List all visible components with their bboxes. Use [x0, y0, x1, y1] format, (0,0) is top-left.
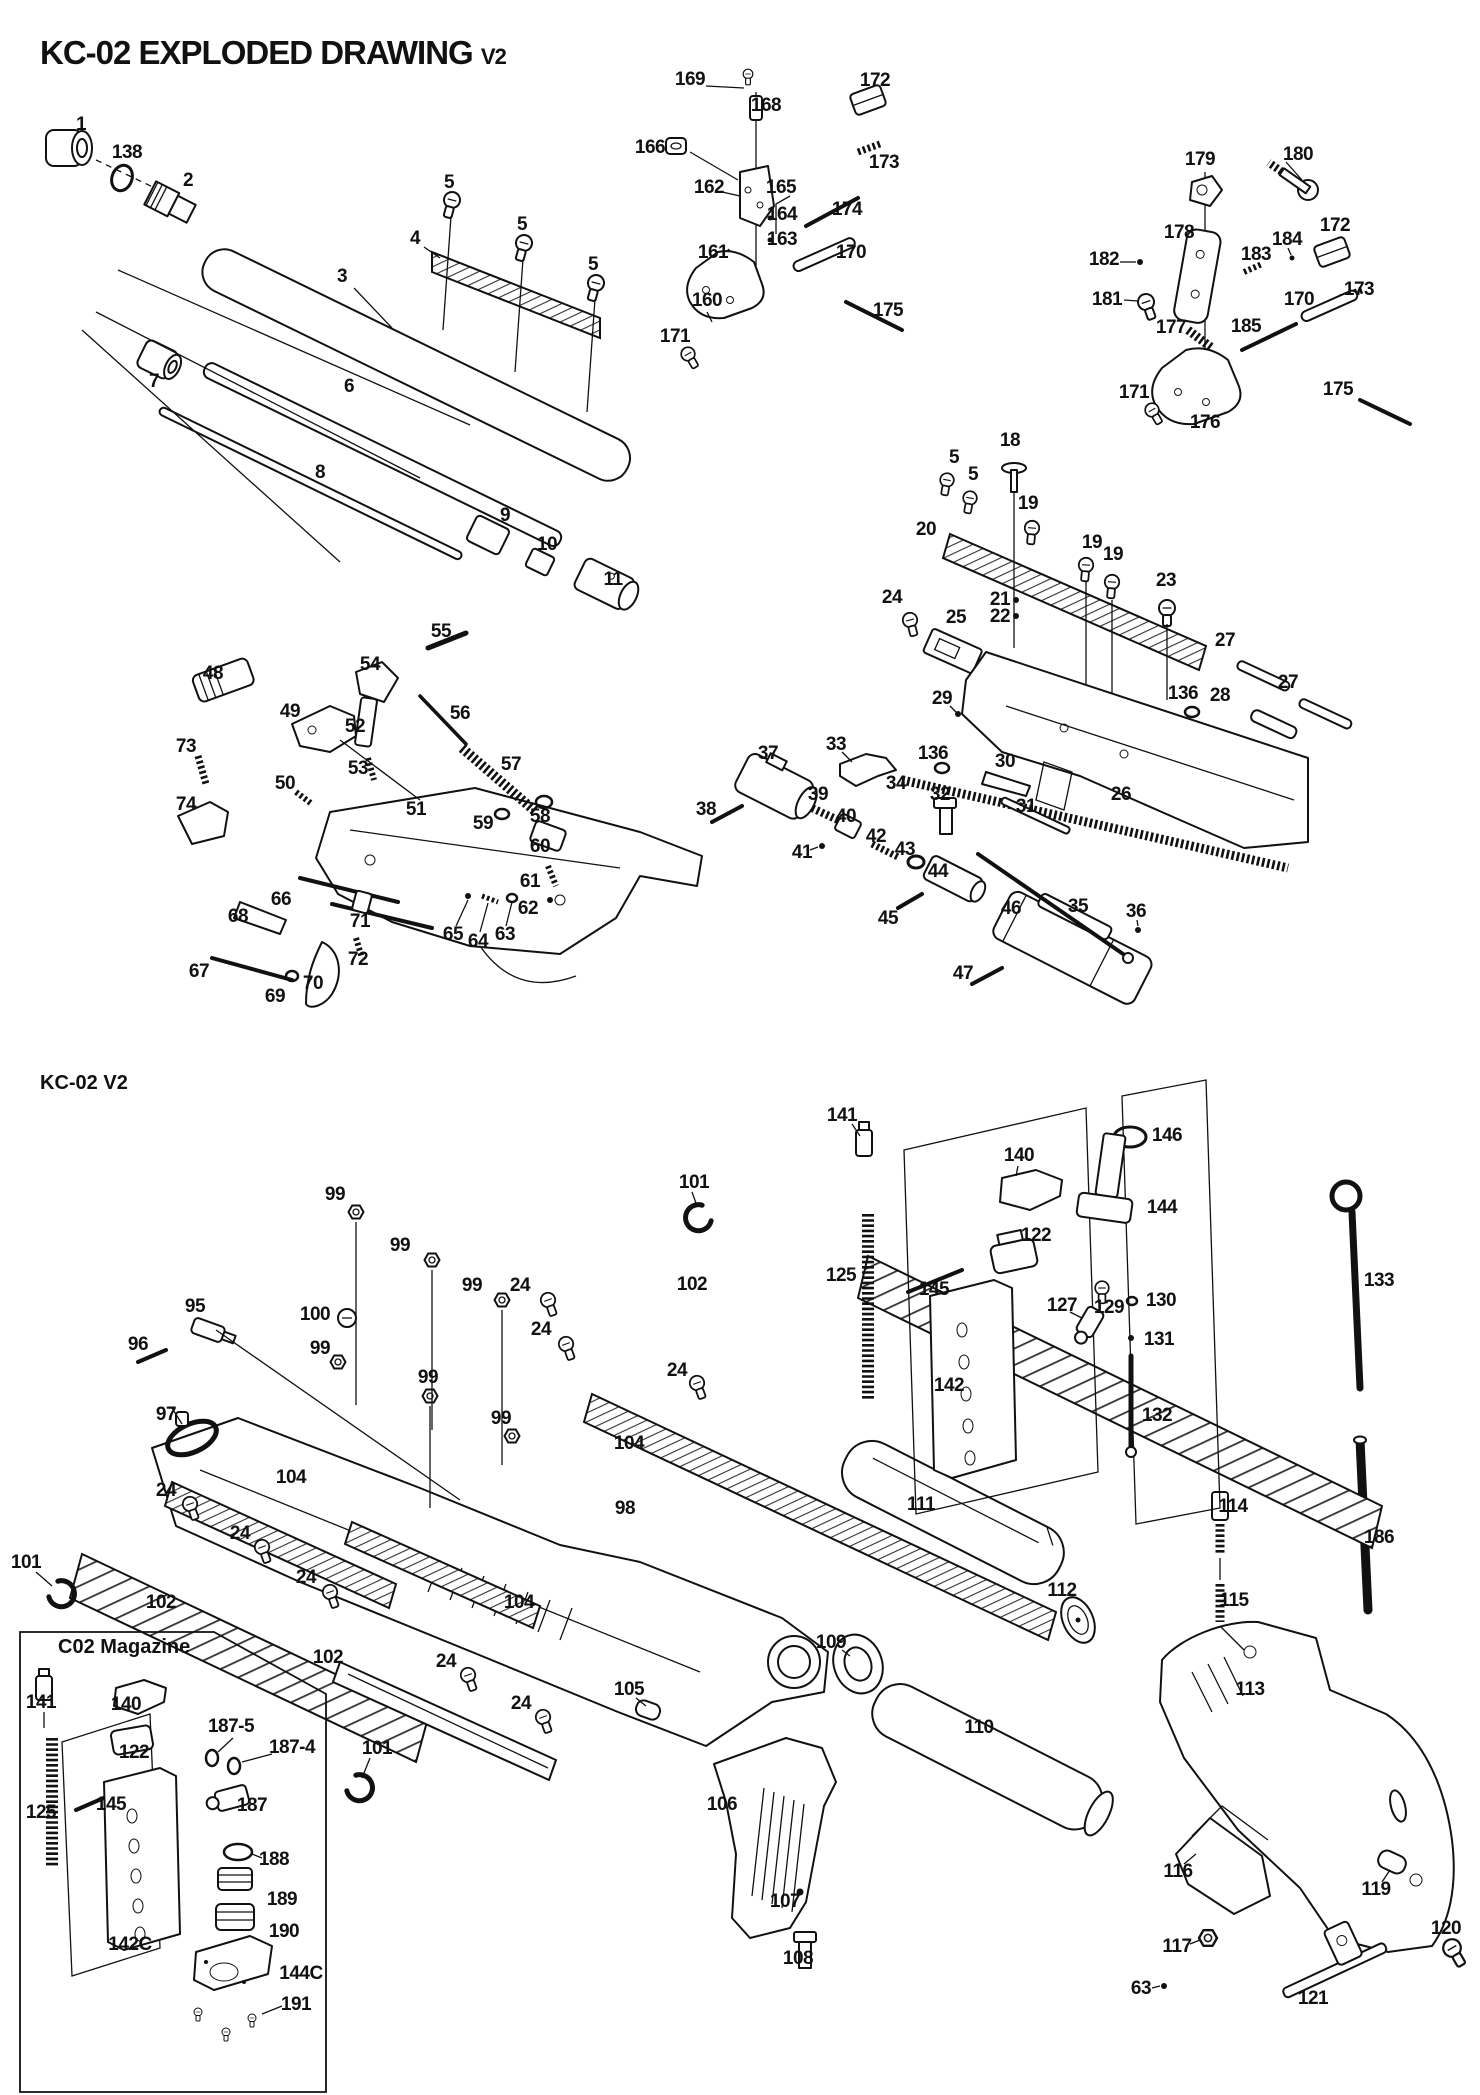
part-label-69: 69	[264, 986, 286, 1007]
part-label-9: 9	[499, 505, 511, 526]
part-label-111: 111	[906, 1494, 936, 1515]
part-label-46: 46	[1000, 898, 1022, 919]
part-label-63: 63	[494, 924, 516, 945]
part-label-36: 36	[1125, 901, 1147, 922]
part-label-48: 48	[202, 663, 224, 684]
part-label-142: 142	[933, 1375, 965, 1396]
part-label-102: 102	[145, 1592, 177, 1613]
part-label-175: 175	[872, 300, 904, 321]
part-label-65: 65	[442, 924, 464, 945]
front-sight-drawing	[666, 69, 902, 370]
part-label-54: 54	[359, 654, 381, 675]
part-label-41: 41	[791, 842, 813, 863]
part-label-21: 21	[989, 589, 1011, 610]
part-label-24: 24	[510, 1693, 532, 1714]
part-label-164: 164	[766, 204, 798, 225]
part-label-120: 120	[1430, 1918, 1462, 1939]
part-label-170: 170	[835, 242, 867, 263]
part-label-100: 100	[299, 1304, 331, 1325]
part-label-4: 4	[409, 228, 421, 249]
part-label-182: 182	[1088, 249, 1120, 270]
part-label-110: 110	[964, 1717, 994, 1738]
part-label-20: 20	[915, 519, 937, 540]
part-label-127: 127	[1046, 1295, 1078, 1316]
part-label-28: 28	[1209, 685, 1231, 706]
part-label-119: 119	[1361, 1879, 1391, 1900]
part-label-112: 112	[1047, 1580, 1077, 1601]
part-label-23: 23	[1155, 570, 1177, 591]
part-label-99: 99	[309, 1338, 331, 1359]
part-label-166: 166	[634, 137, 666, 158]
part-label-104: 104	[275, 1467, 307, 1488]
part-label-98: 98	[614, 1498, 636, 1519]
part-label-62: 62	[517, 898, 539, 919]
part-label-99: 99	[324, 1184, 346, 1205]
part-label-74: 74	[175, 794, 197, 815]
part-label-161: 161	[697, 242, 729, 263]
part-label-24: 24	[295, 1567, 317, 1588]
part-label-140: 140	[1003, 1145, 1035, 1166]
part-label-39: 39	[807, 784, 829, 805]
page-title-main: KC-02 EXPLODED DRAWING	[40, 34, 473, 71]
part-label-116: 116	[1163, 1861, 1193, 1882]
part-label-125: 125	[825, 1265, 857, 1286]
part-label-19: 19	[1081, 532, 1103, 553]
part-label-181: 181	[1091, 289, 1123, 310]
part-label-5: 5	[948, 447, 960, 468]
part-label-187-5: 187-5	[207, 1716, 255, 1737]
part-label-52: 52	[344, 716, 366, 737]
part-label-60: 60	[529, 836, 551, 857]
part-label-191: 191	[280, 1994, 312, 2015]
part-label-117: 117	[1162, 1936, 1192, 1957]
magazine-box-label: C02 Magazine	[58, 1636, 191, 1658]
part-label-73: 73	[175, 736, 197, 757]
part-label-122: 122	[118, 1742, 150, 1763]
part-label-132: 132	[1141, 1405, 1173, 1426]
part-label-174: 174	[831, 199, 863, 220]
part-label-106: 106	[706, 1794, 738, 1815]
part-label-141: 141	[826, 1105, 858, 1126]
part-label-24: 24	[881, 587, 903, 608]
part-label-55: 55	[430, 621, 452, 642]
part-label-187: 187	[236, 1795, 268, 1816]
part-label-51: 51	[405, 799, 427, 820]
part-label-1: 1	[75, 114, 87, 135]
part-label-59: 59	[472, 813, 494, 834]
part-label-130: 130	[1145, 1290, 1177, 1311]
part-label-104: 104	[503, 1592, 535, 1613]
part-label-99: 99	[417, 1367, 439, 1388]
part-label-6: 6	[343, 376, 355, 397]
part-label-180: 180	[1282, 144, 1314, 165]
part-label-27: 27	[1214, 630, 1236, 651]
part-label-45: 45	[877, 908, 899, 929]
part-label-138: 138	[111, 142, 143, 163]
part-label-61: 61	[519, 871, 541, 892]
part-label-35: 35	[1067, 896, 1089, 917]
part-label-162: 162	[693, 177, 725, 198]
upper-receiver-drawing	[712, 463, 1353, 1007]
part-label-3: 3	[336, 266, 348, 287]
part-label-68: 68	[227, 906, 249, 927]
part-label-2: 2	[182, 170, 194, 191]
part-label-34: 34	[885, 773, 907, 794]
part-label-44: 44	[927, 861, 949, 882]
part-label-29: 29	[931, 688, 953, 709]
part-label-7: 7	[148, 371, 160, 392]
part-label-108: 108	[782, 1948, 814, 1969]
part-label-171: 171	[659, 326, 691, 347]
part-label-184: 184	[1271, 229, 1303, 250]
part-label-163: 163	[766, 229, 798, 250]
part-label-142C: 142C	[108, 1934, 152, 1955]
part-label-175: 175	[1322, 379, 1354, 400]
part-label-145: 145	[95, 1794, 127, 1815]
part-label-24: 24	[229, 1523, 251, 1544]
part-label-24: 24	[435, 1651, 457, 1672]
part-label-172: 172	[1319, 215, 1351, 236]
part-label-114: 114	[1218, 1496, 1248, 1517]
part-label-49: 49	[279, 701, 301, 722]
part-label-165: 165	[765, 177, 797, 198]
part-label-122: 122	[1020, 1225, 1052, 1246]
part-label-160: 160	[691, 290, 723, 311]
part-label-33: 33	[825, 734, 847, 755]
part-label-177: 177	[1155, 317, 1187, 338]
rear-sight-drawing	[1120, 159, 1410, 426]
part-label-50: 50	[274, 773, 296, 794]
part-label-173: 173	[868, 152, 900, 173]
part-label-144: 144	[1146, 1197, 1178, 1218]
part-label-5: 5	[967, 464, 979, 485]
part-label-178: 178	[1163, 222, 1195, 243]
barrel-assembly-drawing	[46, 130, 643, 614]
page-title-version: V2	[480, 44, 506, 69]
part-label-145: 145	[918, 1279, 950, 1300]
part-label-96: 96	[127, 1334, 149, 1355]
part-label-101: 101	[10, 1552, 42, 1573]
part-label-8: 8	[314, 462, 326, 483]
part-label-53: 53	[347, 758, 369, 779]
part-label-173: 173	[1343, 279, 1375, 300]
part-label-125: 125	[25, 1802, 57, 1823]
part-label-170: 170	[1283, 289, 1315, 310]
part-label-169: 169	[674, 69, 706, 90]
part-label-18: 18	[999, 430, 1021, 451]
part-label-27: 27	[1277, 672, 1299, 693]
part-label-38: 38	[695, 799, 717, 820]
part-label-140: 140	[110, 1694, 142, 1715]
part-label-102: 102	[312, 1647, 344, 1668]
part-label-104: 104	[613, 1433, 645, 1454]
part-label-185: 185	[1230, 316, 1262, 337]
part-label-64: 64	[467, 931, 489, 952]
part-label-131: 131	[1143, 1329, 1175, 1350]
part-label-58: 58	[529, 806, 551, 827]
part-label-31: 31	[1015, 796, 1037, 817]
part-label-19: 19	[1017, 493, 1039, 514]
part-label-113: 113	[1235, 1679, 1265, 1700]
part-label-24: 24	[509, 1275, 531, 1296]
part-label-99: 99	[389, 1235, 411, 1256]
page-title	[40, 34, 506, 72]
part-label-109: 109	[815, 1632, 847, 1653]
part-label-70: 70	[302, 973, 324, 994]
part-label-19: 19	[1102, 544, 1124, 565]
part-label-63: 63	[1130, 1978, 1152, 1999]
part-label-121: 121	[1297, 1988, 1329, 2009]
part-label-56: 56	[449, 703, 471, 724]
part-label-57: 57	[500, 754, 522, 775]
part-label-102: 102	[676, 1274, 708, 1295]
part-label-30: 30	[994, 751, 1016, 772]
part-label-5: 5	[516, 214, 528, 235]
part-label-40: 40	[835, 806, 857, 827]
part-label-72: 72	[347, 949, 369, 970]
part-label-22: 22	[989, 606, 1011, 627]
part-label-67: 67	[188, 961, 210, 982]
part-label-136: 136	[1167, 683, 1199, 704]
part-label-25: 25	[945, 607, 967, 628]
part-label-179: 179	[1184, 149, 1216, 170]
part-label-5: 5	[587, 254, 599, 275]
part-label-183: 183	[1240, 244, 1272, 265]
part-label-97: 97	[155, 1404, 177, 1425]
part-label-136: 136	[917, 743, 949, 764]
part-label-101: 101	[678, 1172, 710, 1193]
part-label-105: 105	[613, 1679, 645, 1700]
part-label-99: 99	[490, 1408, 512, 1429]
part-label-47: 47	[952, 963, 974, 984]
part-label-186: 186	[1363, 1527, 1395, 1548]
co2-magazine-box-drawing	[20, 1632, 326, 2092]
part-label-24: 24	[666, 1360, 688, 1381]
part-label-171: 171	[1118, 382, 1150, 403]
part-label-187-4: 187-4	[268, 1737, 316, 1758]
part-label-172: 172	[859, 70, 891, 91]
part-label-66: 66	[270, 889, 292, 910]
part-label-5: 5	[443, 172, 455, 193]
part-label-24: 24	[155, 1480, 177, 1501]
part-label-43: 43	[894, 839, 916, 860]
section-label: KC-02 V2	[40, 1072, 128, 1094]
part-label-144C: 144C	[279, 1963, 323, 1984]
part-label-190: 190	[268, 1921, 300, 1942]
part-label-71: 71	[349, 911, 371, 932]
part-label-95: 95	[184, 1296, 206, 1317]
part-label-168: 168	[750, 95, 782, 116]
part-label-101: 101	[361, 1738, 393, 1759]
part-label-133: 133	[1363, 1270, 1395, 1291]
trigger-group-drawing	[175, 633, 702, 1007]
part-label-115: 115	[1219, 1590, 1249, 1611]
part-label-24: 24	[530, 1319, 552, 1340]
part-label-129: 129	[1093, 1297, 1125, 1318]
part-label-11: 11	[603, 569, 623, 590]
part-label-141: 141	[25, 1692, 57, 1713]
part-label-176: 176	[1189, 412, 1221, 433]
part-label-107: 107	[769, 1891, 801, 1912]
part-label-10: 10	[536, 534, 558, 555]
part-label-42: 42	[865, 826, 887, 847]
part-label-37: 37	[757, 743, 779, 764]
part-label-146: 146	[1151, 1125, 1183, 1146]
part-label-32: 32	[929, 784, 951, 805]
part-label-26: 26	[1110, 784, 1132, 805]
part-label-188: 188	[258, 1849, 290, 1870]
part-label-99: 99	[461, 1275, 483, 1296]
part-label-189: 189	[266, 1889, 298, 1910]
